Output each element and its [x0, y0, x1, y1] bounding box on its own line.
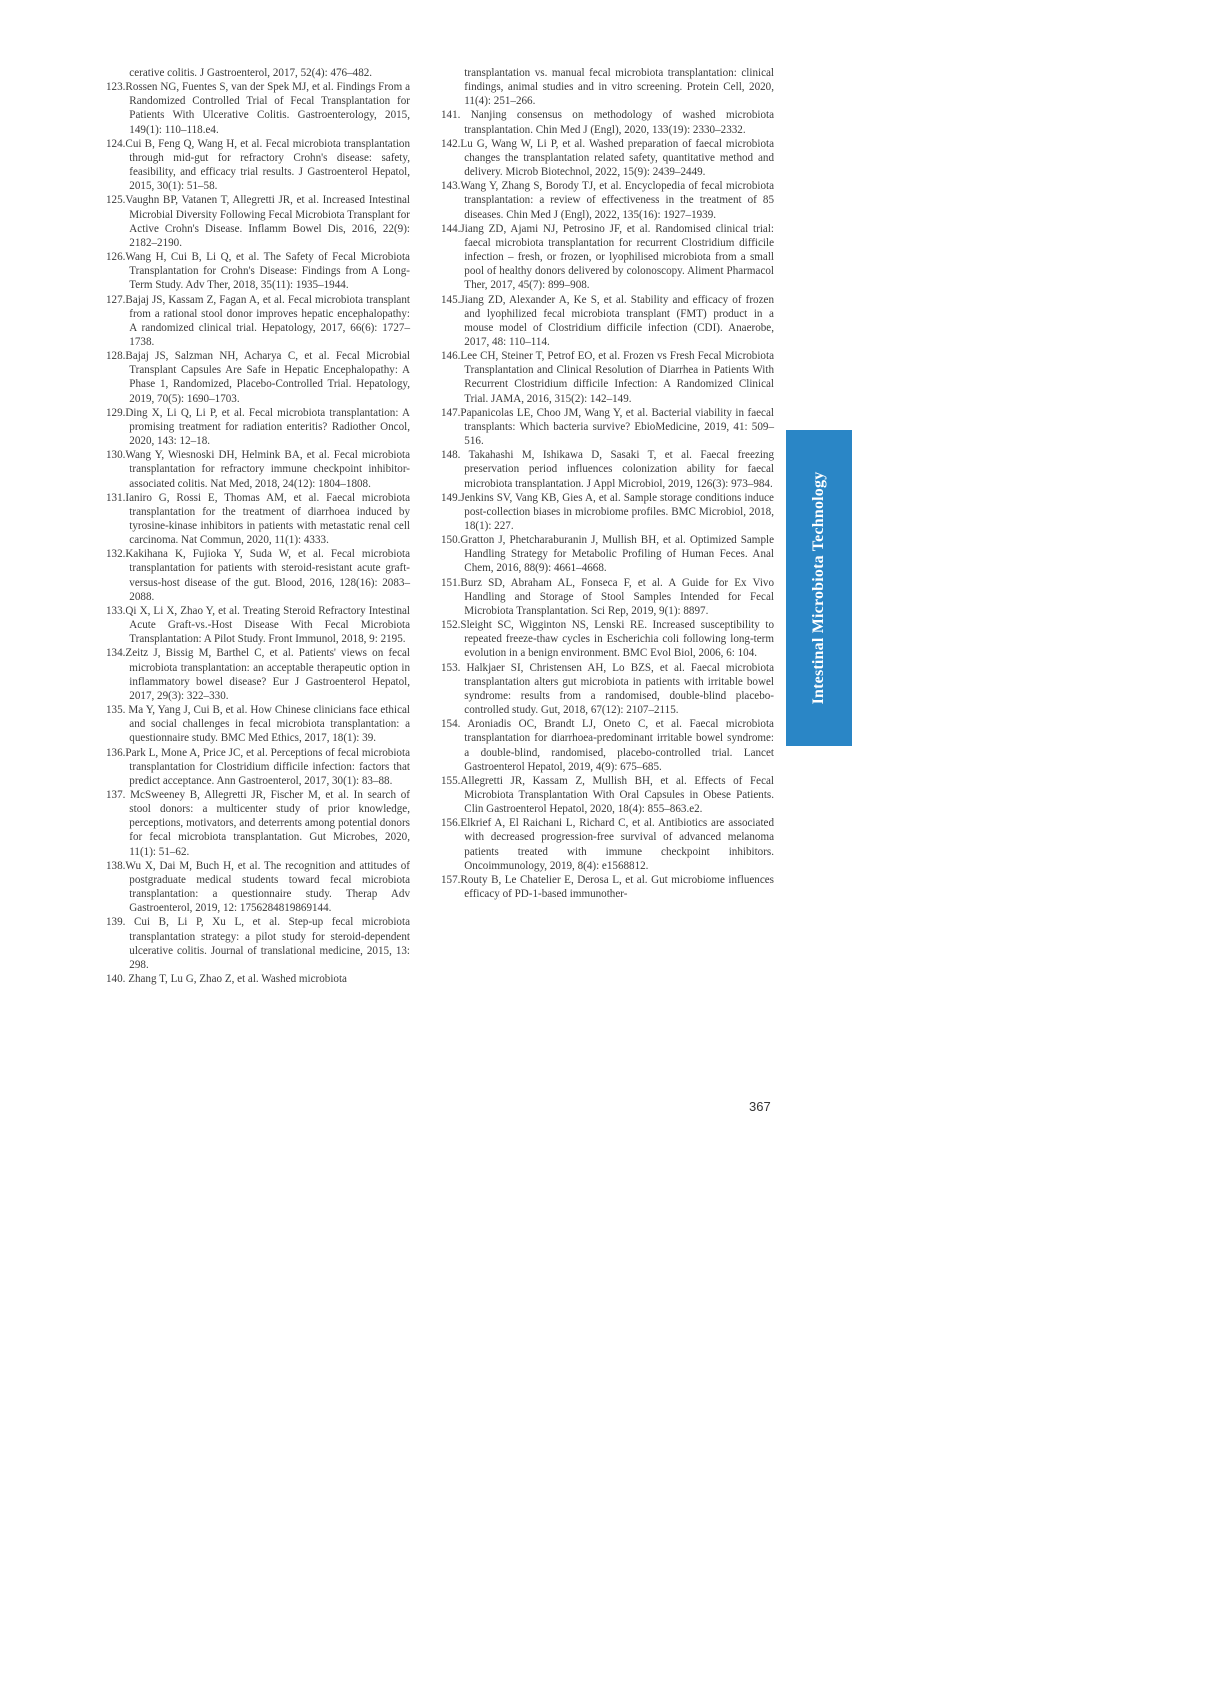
reference-entry: 138.Wu X, Dai M, Buch H, et al. The recognition and attitudes of postgraduate medical students toward fecal microbiota transplantation: a questionnaire study. Therap Adv Gastroenterol, 2019, 12: 1756284819869144.: [106, 859, 410, 915]
reference-entry: 129.Ding X, Li Q, Li P, et al. Fecal microbiota transplantation: A promising treatment for radiation enteritis? Radiother Oncol, 2020, 143: 12–18.: [106, 406, 410, 448]
reference-entry: 140. Zhang T, Lu G, Zhao Z, et al. Washed microbiota: [106, 973, 347, 985]
reference-entry: 136.Park L, Mone A, Price JC, et al. Perceptions of fecal microbiota transplantation for Clostridium difficile infection: factors that predict acceptance. Ann Gastroenterol, 2017, 30(1): 83–88.: [106, 746, 410, 787]
reference-entry: 126.Wang H, Cui B, Li Q, et al. The Safety of Fecal Microbiota Transplantation for Crohn's Disease: Findings from A Long-Term Study. Adv Ther, 2018, 35(11): 1935–1944.: [106, 251, 410, 292]
reference-column-left: [106, 66, 410, 986]
reference-entry: 125.Vaughn BP, Vatanen T, Allegretti JR, et al. Increased Intestinal Microbial Diversity Following Fecal Microbiota Transplant for Active Crohn's Disease. Inflamm Bowel Dis, 2016, 22(9): 2182–2190.: [106, 194, 410, 249]
reference-entry: 133.Qi X, Li X, Zhao Y, et al. Treating Steroid Refractory Intestinal Acute Graft-vs.-Host Disease With Fecal Microbiota Transplantation: A Pilot Study. Front Immunol, 2018, 9: 2195.: [106, 604, 410, 646]
reference-entry: 146.Lee CH, Steiner T, Petrof EO, et al. Frozen vs Fresh Fecal Microbiota Transplantation and Clinical Resolution of Diarrhea in Patients With Recurrent Clostridium difficile Infection: A Randomized Clinical Trial. JAMA, 2016, 315(2): 142–149.: [441, 350, 774, 405]
reference-entry: 139. Cui B, Li P, Xu L, et al. Step-up fecal microbiota transplantation strategy: a pilot study for steroid-dependent ulcerative colitis. Journal of translational medicine, 2015, 13: 298.: [106, 916, 410, 971]
reference-entry: 152.Sleight SC, Wigginton NS, Lenski RE. Increased susceptibility to repeated freeze-thaw cycles in Escherichia coli following long-term evolution in a benign environment. BMC Evol Biol, 2006, 6: 104.: [441, 619, 774, 660]
section-side-tab: [786, 430, 852, 746]
reference-entry: 144.Jiang ZD, Ajami NJ, Petrosino JF, et al. Randomised clinical trial: faecal microbiota transplantation for recurrent Clostridium difficile infection – fresh, or frozen, or lyophilised microbiota from a small pool of healthy donors delivered by colonoscopy. Aliment Pharmacol Ther, 2017, 45(7): 899–908.: [441, 222, 774, 292]
reference-entry: 132.Kakihana K, Fujioka Y, Suda W, et al. Fecal microbiota transplantation for patients with steroid-resistant acute graft-versus-host disease of the gut. Blood, 2016, 128(16): 2083–2088.: [106, 548, 410, 603]
reference-entry: 151.Burz SD, Abraham AL, Fonseca F, et al. A Guide for Ex Vivo Handling and Storage of Stool Samples Intended for Fecal Microbiota Transplantation. Sci Rep, 2019, 9(1): 8897.: [441, 576, 774, 617]
reference-entry: 143.Wang Y, Zhang S, Borody TJ, et al. Encyclopedia of fecal microbiota transplantation: a review of effectiveness in the treatment of 85 diseases. Chin Med J (Engl), 2022, 135(16): 1927–1939.: [441, 180, 774, 221]
section-side-tab-label: Intestinal Microbiota Technology: [810, 471, 827, 705]
reference-column-right: [441, 66, 774, 901]
reference-entry: 128.Bajaj JS, Salzman NH, Acharya C, et al. Fecal Microbial Transplant Capsules Are Safe in Hepatic Encephalopathy: A Phase 1, Randomized, Placebo-Controlled Trial. Hepatology, 2019, 70(5): 1690–1703.: [106, 350, 410, 405]
reference-entry: 135. Ma Y, Yang J, Cui B, et al. How Chinese clinicians face ethical and social challenges in fecal microbiota transplantation: a questionnaire study. BMC Med Ethics, 2017, 18(1): 39.: [106, 704, 410, 745]
reference-entry: 155.Allegretti JR, Kassam Z, Mullish BH, et al. Effects of Fecal Microbiota Transplantation With Oral Capsules in Obese Patients. Clin Gastroenterol Hepatol, 2020, 18(4): 855–863.e2.: [441, 774, 774, 816]
reference-entry: 137. McSweeney B, Allegretti JR, Fischer M, et al. In search of stool donors: a multicenter study of prior knowledge, perceptions, motivators, and deterrents among potential donors for fecal microbiota transplantation. Gut Microbes, 2020, 11(1): 51–62.: [106, 788, 410, 858]
reference-entry: 148. Takahashi M, Ishikawa D, Sasaki T, et al. Faecal freezing preservation period influences colonization ability for faecal microbiota transplantation. J Appl Microbiol, 2019, 126(3): 973–984.: [441, 449, 774, 490]
reference-entry: 157.Routy B, Le Chatelier E, Derosa L, et al. Gut microbiome influences efficacy of PD-1-based immunother-: [441, 873, 774, 901]
reference-entry: 156.Elkrief A, El Raichani L, Richard C, et al. Antibiotics are associated with decreased progression-free survival of advanced melanoma patients treated with immune checkpoint inhibitors. Oncoimmunology, 2019, 8(4): e1568812.: [441, 817, 774, 872]
reference-entry: cerative colitis. J Gastroenterol, 2017, 52(4): 476–482.: [129, 67, 373, 79]
reference-entry: transplantation vs. manual fecal microbiota transplantation: clinical findings, animal studies and in vitro screening. Protein Cell, 2020, 11(4): 251–266.: [464, 67, 774, 108]
reference-entry: 150.Gratton J, Phetcharaburanin J, Mullish BH, et al. Optimized Sample Handling Strategy for Metabolic Profiling of Human Feces. Anal Chem, 2016, 88(9): 4661–4668.: [441, 534, 774, 575]
reference-entry: 131.Ianiro G, Rossi E, Thomas AM, et al. Faecal microbiota transplantation for the treatment of diarrhoea induced by tyrosine-kinase inhibitors in patients with metastatic renal cell carcinoma. Nat Commun, 2020, 11(1): 4333.: [106, 491, 410, 547]
reference-entry: 153. Halkjaer SI, Christensen AH, Lo BZS, et al. Faecal microbiota transplantation alters gut microbiota in patients with irritable bowel syndrome: results from a randomised, double-blind placebo-controlled study. Gut, 2018, 67(12): 2107–2115.: [441, 661, 774, 717]
reference-entry: 141. Nanjing consensus on methodology of washed microbiota transplantation. Chin Med J (Engl), 2020, 133(19): 2330–2332.: [441, 109, 774, 136]
reference-entry: 145.Jiang ZD, Alexander A, Ke S, et al. Stability and efficacy of frozen and lyophilized fecal microbiota transplant (FMT) product in a mouse model of Clostridium difficile infection (CDI). Anaerobe, 2017, 48: 110–114.: [441, 293, 774, 348]
reference-entry: 123.Rossen NG, Fuentes S, van der Spek MJ, et al. Findings From a Randomized Controlled Trial of Fecal Transplantation for Patients With Ulcerative Colitis. Gastroenterology, 2015, 149(1): 110–118.e4.: [106, 81, 410, 136]
reference-entry: 124.Cui B, Feng Q, Wang H, et al. Fecal microbiota transplantation through mid-gut for refractory Crohn's disease: safety, feasibility, and efficacy trial results. J Gastroenterol Hepatol, 2015, 30(1): 51–58.: [106, 137, 410, 193]
page-number: 367: [749, 1099, 771, 1114]
reference-entry: 149.Jenkins SV, Vang KB, Gies A, et al. Sample storage conditions induce post-collection biases in microbiome profiles. BMC Microbiol, 2018, 18(1): 227.: [441, 491, 774, 532]
reference-entry: 130.Wang Y, Wiesnoski DH, Helmink BA, et al. Fecal microbiota transplantation for refractory immune checkpoint inhibitor-associated colitis. Nat Med, 2018, 24(12): 1804–1808.: [106, 449, 410, 490]
reference-entry: 147.Papanicolas LE, Choo JM, Wang Y, et al. Bacterial viability in faecal transplants: Which bacteria survive? EbioMedicine, 2019, 41: 509–516.: [441, 406, 774, 448]
reference-entry: 154. Aroniadis OC, Brandt LJ, Oneto C, et al. Faecal microbiota transplantation for diarrhoea-predominant irritable bowel syndrome: a double-blind, randomised, placebo-controlled trial. Lancet Gastroenterol Hepatol, 2019, 4(9): 675–685.: [441, 718, 774, 773]
reference-entry: 127.Bajaj JS, Kassam Z, Fagan A, et al. Fecal microbiota transplant from a rational stool donor improves hepatic encephalopathy: A randomized clinical trial. Hepatology, 2017, 66(6): 1727–1738.: [106, 293, 410, 348]
reference-entry: 134.Zeitz J, Bissig M, Barthel C, et al. Patients' views on fecal microbiota transplantation: an acceptable therapeutic option in inflammatory bowel disease? Eur J Gastroenterol Hepatol, 2017, 29(3): 322–330.: [106, 647, 410, 702]
reference-entry: 142.Lu G, Wang W, Li P, et al. Washed preparation of faecal microbiota changes the transplantation related safety, quantitative method and delivery. Microb Biotechnol, 2022, 15(9): 2439–2449.: [441, 137, 774, 179]
